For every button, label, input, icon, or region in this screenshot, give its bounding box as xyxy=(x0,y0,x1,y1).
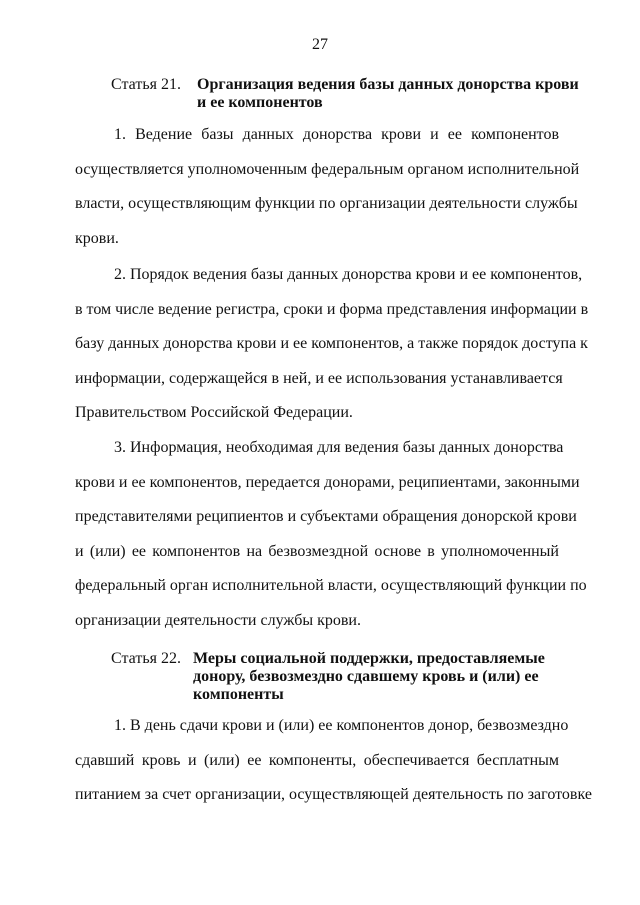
paragraph-line: сдавший кровь и (или) ее компоненты, обеспечивается бесплатным xyxy=(75,751,559,769)
article-21-title-line: и ее компонентов xyxy=(197,94,323,111)
paragraph-line: питанием за счет организации, осуществляющей деятельность по заготовке xyxy=(75,786,592,804)
article-21-label: Статья 21. xyxy=(111,76,181,93)
paragraph-line: и (или) ее компонентов на безвозмездной основе в уполномоченный xyxy=(75,542,559,560)
article-21-heading xyxy=(111,76,581,116)
paragraph-line: осуществляется уполномоченным федеральным органом исполнительной xyxy=(75,160,580,178)
paragraph-line: 1. В день сдачи крови и (или) ее компонентов донор, безвозмездно xyxy=(114,717,569,734)
paragraph-line: крови. xyxy=(75,229,119,247)
page-number: 27 xyxy=(312,36,328,53)
article-21-paragraph-3 xyxy=(75,431,587,639)
paragraph-line: 2. Порядок ведения базы данных донорства крови и ее компонентов, xyxy=(114,266,583,283)
article-21-title xyxy=(197,76,579,112)
article-22-heading xyxy=(111,650,581,706)
article-22-paragraph-1 xyxy=(75,709,592,813)
article-22-title-line: донору, безвозмездно сдавшему кровь и (или) ее xyxy=(193,668,539,685)
paragraph-line: крови и ее компонентов, передается донорами, реципиентами, законными xyxy=(75,473,580,491)
article-21-paragraph-1 xyxy=(75,118,580,256)
paragraph-line: 1. Ведение базы данных донорства крови и ее компонентов xyxy=(114,126,559,143)
paragraph-line: Правительством Российской Федерации. xyxy=(75,404,353,422)
paragraph-line: власти, осуществляющим функции по организации деятельности службы xyxy=(75,195,578,213)
paragraph-line: 3. Информация, необходимая для ведения базы данных донорства xyxy=(114,439,564,456)
article-21-paragraph-2 xyxy=(75,258,589,431)
paragraph-line: базу данных донорства крови и ее компонентов, а также порядок доступа к xyxy=(75,335,588,353)
paragraph-line: информации, содержащейся в ней, и ее использования устанавливается xyxy=(75,369,563,387)
paragraph-line: представителями реципиентов и субъектами обращения донорской крови xyxy=(75,508,577,526)
paragraph-line: федеральный орган исполнительной власти, осуществляющий функции по xyxy=(75,577,587,595)
paragraph-line: в том числе ведение регистра, сроки и форма представления информации в xyxy=(75,300,589,318)
article-22-title xyxy=(193,650,545,704)
article-22-label: Статья 22. xyxy=(111,650,181,667)
paragraph-line: организации деятельности службы крови. xyxy=(75,611,361,629)
article-22-title-line: Меры социальной поддержки, предоставляемые xyxy=(193,650,545,667)
article-21-title-line: Организация ведения базы данных донорства крови xyxy=(197,76,579,93)
article-22-title-line: компоненты xyxy=(193,686,284,703)
